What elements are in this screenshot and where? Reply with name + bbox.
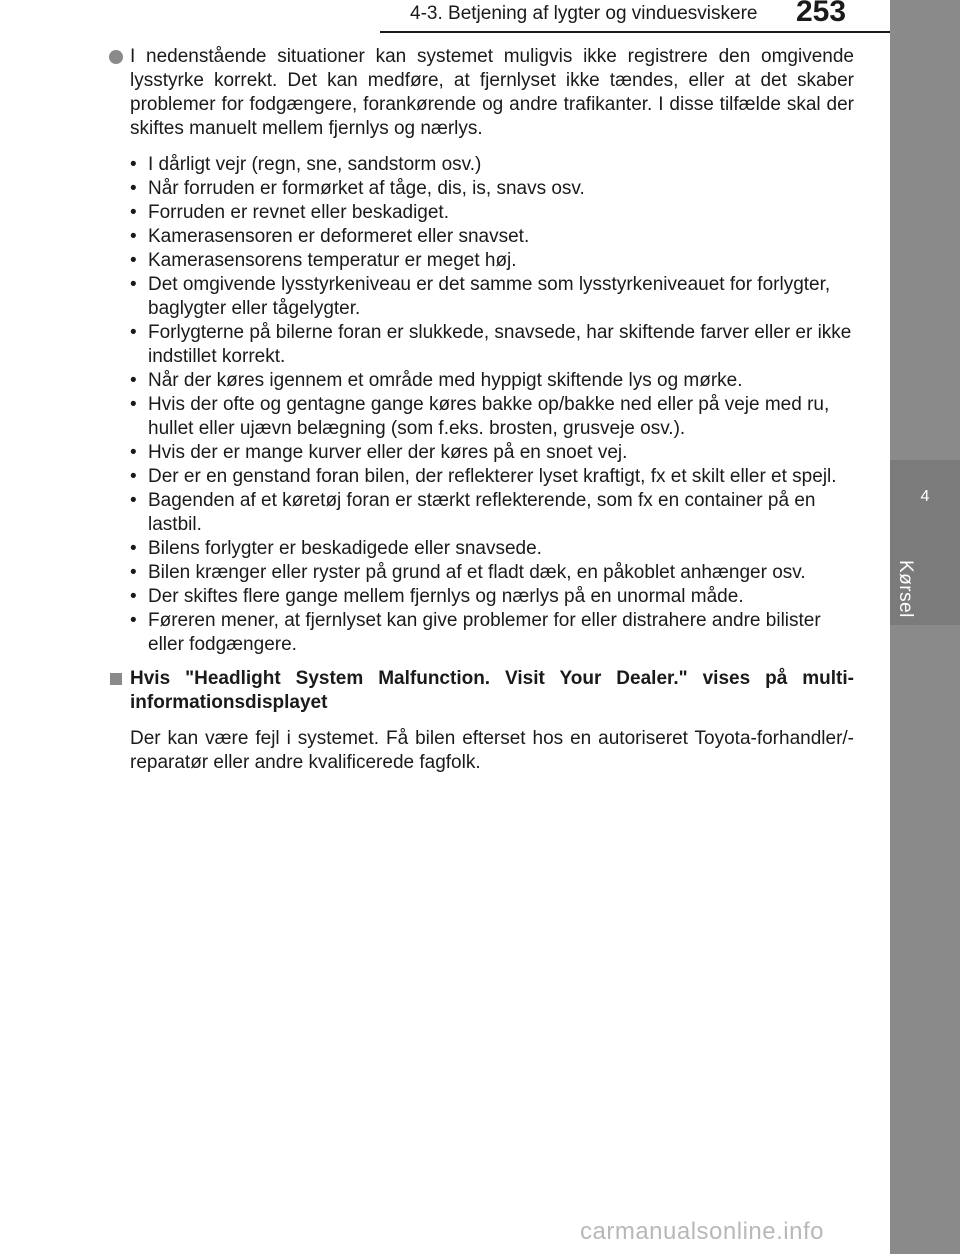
list-item-text: Hvis der ofte og gentagne gange køres bakke op/bakke ned eller på veje med ru, hullet eller ujævn belægning (som f.eks. brosten, grusveje osv.). bbox=[148, 394, 830, 439]
list-item bbox=[130, 489, 854, 537]
list-item bbox=[130, 609, 854, 657]
section-title: 4-3. Betjening af lygter og vinduesviskere bbox=[410, 3, 758, 24]
bullet-dot-icon: • bbox=[130, 370, 137, 391]
list-item-text: Kamerasensoren er deformeret eller snavset. bbox=[148, 226, 530, 247]
list-item-text: Hvis der er mange kurver eller der køres på en snoet vej. bbox=[148, 442, 628, 463]
malfunction-paragraph: Der kan være fejl i systemet. Få bilen efterset hos en autoriseret Toyota-forhandler/-reparatør eller andre kvalificerede fagfolk. bbox=[130, 728, 854, 773]
bullet-dot-icon: • bbox=[130, 586, 137, 607]
bullet-dot-icon: • bbox=[130, 442, 137, 463]
side-tab-lower bbox=[890, 625, 960, 1254]
list-item bbox=[130, 153, 854, 177]
list-item-text: Der skiftes flere gange mellem fjernlys og nærlys på en unormal måde. bbox=[148, 586, 744, 607]
list-item-text: Bilens forlygter er beskadigede eller snavsede. bbox=[148, 538, 542, 559]
bullet-dot-icon: • bbox=[130, 610, 137, 631]
list-item-text: Når forruden er formørket af tåge, dis, is, snavs osv. bbox=[148, 178, 585, 199]
bullet-dot-icon: • bbox=[130, 202, 137, 223]
circle-bullet-icon bbox=[109, 50, 123, 64]
list-item-text: Forlygterne på bilerne foran er slukkede, snavsede, har skiftende farver eller er ikke indstillet korrekt. bbox=[148, 322, 852, 367]
page-header bbox=[0, 0, 960, 32]
bullet-dot-icon: • bbox=[130, 466, 137, 487]
list-item bbox=[130, 177, 854, 201]
bullet-dot-icon: • bbox=[130, 322, 137, 343]
list-item-text: Forruden er revnet eller beskadiget. bbox=[148, 202, 449, 223]
list-item bbox=[130, 225, 854, 249]
bullet-dot-icon: • bbox=[130, 154, 137, 175]
list-item bbox=[130, 537, 854, 561]
bullet-dot-icon: • bbox=[130, 250, 137, 271]
square-bullet-icon bbox=[110, 673, 122, 685]
chapter-label: Kørsel bbox=[895, 560, 916, 618]
intro-text: I nedenstående situationer kan systemet muligvis ikke registrere den omgivende lysstyrke korrekt. Det kan medføre, at fjernlyset ikke tændes, eller at det skaber problemer for fodgængere, forankørende og andre trafikanter. I disse tilfælde skal der skiftes manuelt mellem fjernlys og nærlys. bbox=[130, 46, 854, 139]
conditions-list bbox=[130, 153, 854, 657]
malfunction-heading bbox=[108, 667, 854, 715]
malfunction-heading-text: Hvis "Headlight System Malfunction. Visit Your Dealer." vises på multi-informationsdisplayet bbox=[130, 668, 854, 713]
bullet-dot-icon: • bbox=[130, 394, 137, 415]
list-item-text: I dårligt vejr (regn, sne, sandstorm osv.) bbox=[148, 154, 482, 175]
list-item-text: Bagenden af et køretøj foran er stærkt reflekterende, som fx en container på en lastbil. bbox=[148, 490, 816, 535]
list-item bbox=[130, 441, 854, 465]
header-divider bbox=[380, 31, 960, 33]
list-item bbox=[130, 249, 854, 273]
list-item-text: Det omgivende lysstyrkeniveau er det samme som lysstyrkeniveauet for forlygter, baglygter eller tågelygter. bbox=[148, 274, 831, 319]
list-item bbox=[130, 273, 854, 321]
bullet-dot-icon: • bbox=[130, 538, 137, 559]
main-content bbox=[108, 45, 854, 775]
bullet-dot-icon: • bbox=[130, 226, 137, 247]
bullet-dot-icon: • bbox=[130, 178, 137, 199]
list-item-text: Der er en genstand foran bilen, der reflekterer lyset kraftigt, fx et skilt eller et spejl. bbox=[148, 466, 837, 487]
watermark: carmanualsonline.info bbox=[580, 1218, 824, 1245]
bullet-dot-icon: • bbox=[130, 490, 137, 511]
list-item bbox=[130, 369, 854, 393]
list-item bbox=[130, 201, 854, 225]
side-tab-upper bbox=[890, 0, 960, 460]
intro-paragraph bbox=[108, 45, 854, 141]
list-item-text: Kamerasensorens temperatur er meget høj. bbox=[148, 250, 517, 271]
list-item bbox=[130, 465, 854, 489]
list-item bbox=[130, 585, 854, 609]
list-item bbox=[130, 321, 854, 369]
list-item-text: Når der køres igennem et område med hyppigt skiftende lys og mørke. bbox=[148, 370, 743, 391]
chapter-number: 4 bbox=[920, 488, 930, 505]
list-item-text: Bilen krænger eller ryster på grund af et fladt dæk, en påkoblet anhænger osv. bbox=[148, 562, 806, 583]
page-number: 253 bbox=[796, 0, 847, 28]
list-item bbox=[130, 561, 854, 585]
bullet-dot-icon: • bbox=[130, 274, 137, 295]
bullet-dot-icon: • bbox=[130, 562, 137, 583]
list-item bbox=[130, 393, 854, 441]
list-item-text: Føreren mener, at fjernlyset kan give problemer for eller distrahere andre bilister eller fodgængere. bbox=[148, 610, 821, 655]
